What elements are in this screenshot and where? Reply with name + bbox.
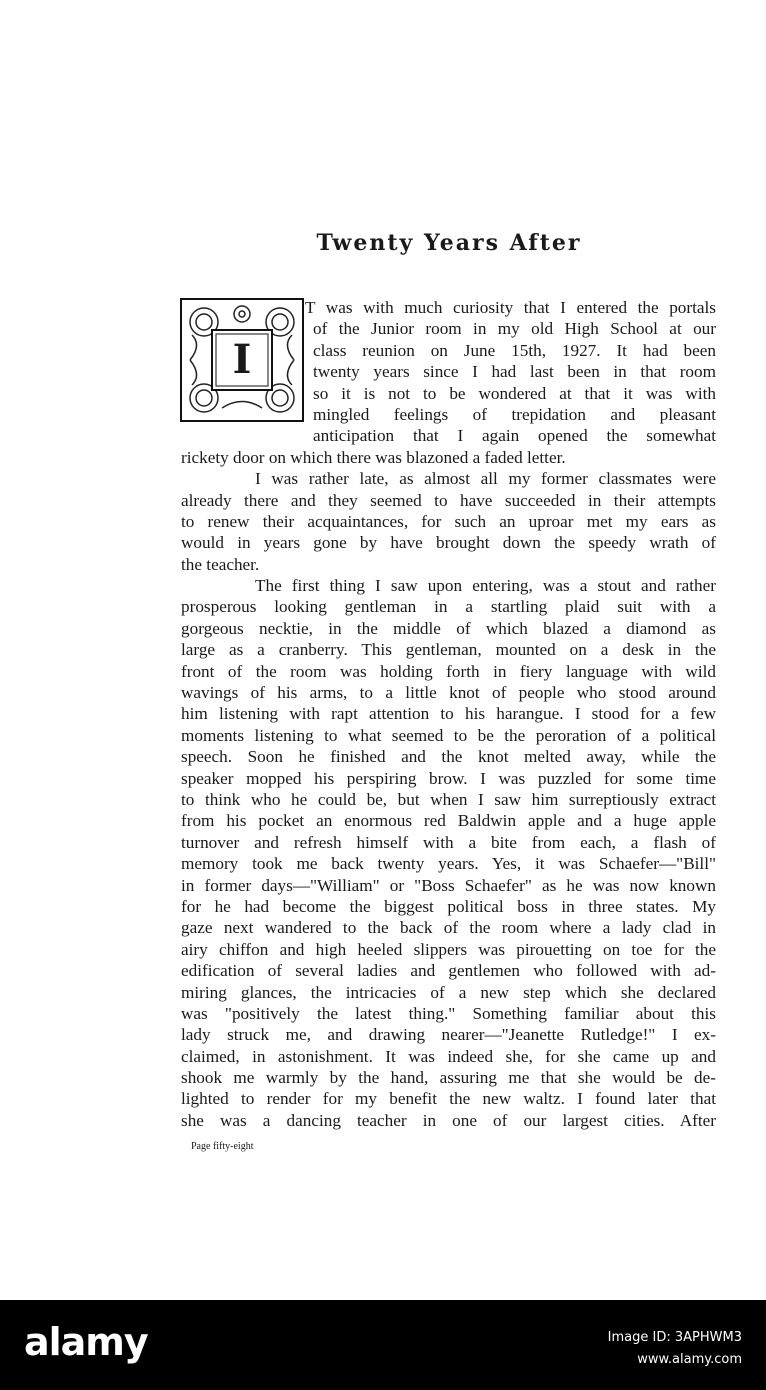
text-line: the teacher. — [181, 554, 260, 574]
text-line: airy chiffon and high heeled slippers was pirouetting on toe for the — [181, 939, 716, 959]
text-line: lady struck me, and drawing nearer—"Jeanette Rutledge!" I ex- — [181, 1025, 716, 1045]
text-line: she was a dancing teacher in one of our largest cities. After — [181, 1110, 716, 1130]
watermark-banner — [0, 1300, 766, 1390]
text-line: moments listening to what seemed to be the peroration of a political — [181, 725, 716, 745]
text-line: miring glances, the intricacies of a new step which she declared — [181, 982, 716, 1002]
text-line: to renew their acquaintances, for such an uproar met my ears as — [181, 511, 716, 531]
page-number: Page fifty-eight — [191, 1141, 254, 1152]
text-line: large as a cranberry. This gentleman, mounted on a desk in the — [181, 640, 716, 660]
text-line: him listening with rapt attention to his harangue. I stood for a few — [181, 704, 716, 724]
text-line: mingled feelings of trepidation and pleasant — [313, 404, 716, 424]
text-line: claimed, in astonishment. It was indeed she, for she came up and — [181, 1046, 716, 1066]
site-url: www.alamy.com — [637, 1352, 742, 1367]
text-line: in former days—"William" or "Boss Schaefer" as he was now known — [181, 875, 716, 895]
text-line: shook me warmly by the hand, assuring me that she would be de- — [181, 1068, 716, 1088]
text-line: prosperous looking gentleman in a startling plaid suit with a — [181, 597, 716, 617]
text-line: edification of several ladies and gentlemen who followed with ad- — [181, 961, 716, 981]
drop-cap-letter: I — [232, 336, 252, 383]
text-line: to think who he could be, but when I saw him surreptiously extract — [181, 789, 716, 809]
text-line: anticipation that I again opened the somewhat — [313, 426, 716, 446]
article-body — [181, 297, 716, 1131]
text-line: wavings of his arms, to a little knot of people who stood around — [181, 683, 716, 703]
article-title: Twenty Years After — [316, 230, 582, 256]
text-line: T was with much curiosity that I entered the portals — [305, 298, 716, 317]
text-line: I was rather late, as almost all my former classmates were — [255, 469, 716, 489]
text-line: lighted to render for my benefit the new waltz. I found later that — [181, 1089, 716, 1109]
text-line: class reunion on June 15th, 1927. It had been — [313, 340, 716, 360]
text-line: The first thing I saw upon entering, was a stout and rather — [255, 576, 716, 596]
text-line: memory took me back twenty years. Yes, it was Schaefer—"Bill" — [181, 854, 716, 874]
text-line: twenty years since I had last been in that room — [313, 362, 716, 382]
text-line: of the Junior room in my old High School at our — [313, 319, 716, 339]
text-line: front of the room was holding forth in fiery language with wild — [181, 661, 716, 681]
image-id: Image ID: 3APHWM3 — [607, 1330, 742, 1345]
text-line: turnover and refresh himself with a bite from each, a flash of — [181, 832, 716, 852]
text-line: already there and they seemed to have succeeded in their attempts — [181, 490, 716, 510]
text-line: was "positively the latest thing." Something familiar about this — [181, 1003, 716, 1023]
text-line: gaze next wandered to the back of the room where a lady clad in — [181, 918, 716, 938]
text-line: would in years gone by have brought down the speedy wrath of — [181, 533, 716, 553]
text-line: so it is not to be wondered at that it was with — [313, 383, 716, 403]
text-line: from his pocket an enormous red Baldwin apple and a huge apple — [181, 811, 716, 831]
text-line: rickety door on which there was blazoned a faded letter. — [181, 447, 566, 467]
text-line: speaker mopped his perspiring brow. I was puzzled for some time — [181, 768, 716, 788]
text-line: speech. Soon he finished and the knot melted away, while the — [181, 747, 716, 767]
alamy-logo: alamy — [24, 1320, 148, 1364]
text-line: gorgeous necktie, in the middle of which blazed a diamond as — [181, 618, 716, 638]
text-line: for he had become the biggest political boss in three states. My — [181, 896, 716, 916]
